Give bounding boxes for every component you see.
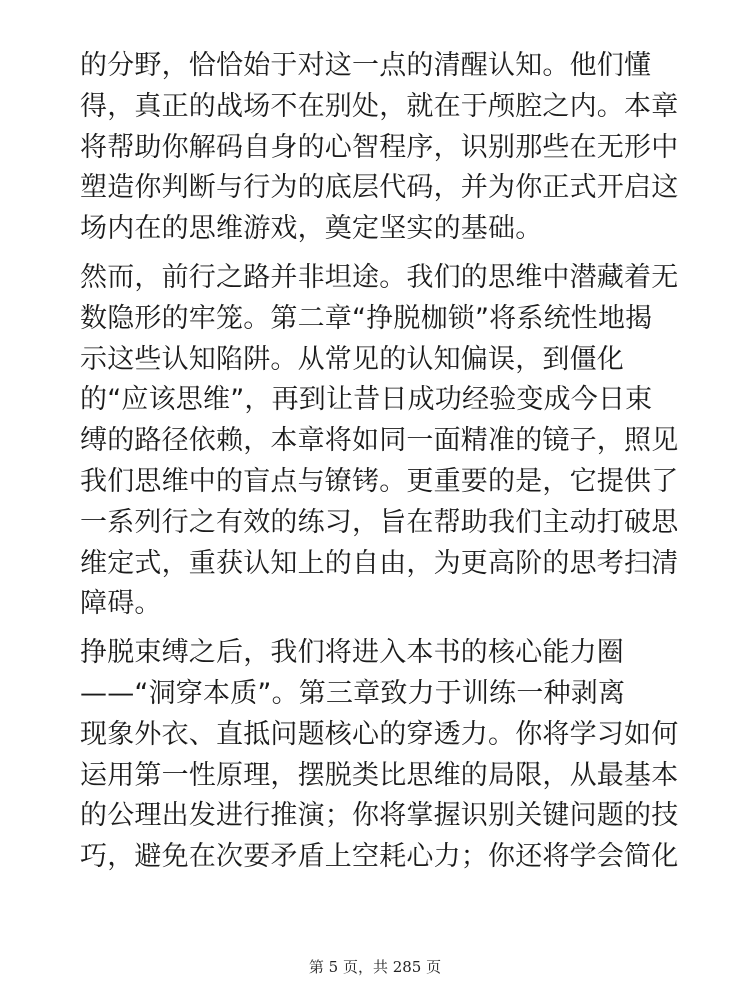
text-line: 场内在的思维游戏，奠定坚实的基础。 (80, 213, 543, 245)
text-line: 数隐形的牢笼。第二章“挣脱枷锁”将系统性地揭 (80, 302, 653, 334)
text-line: 的分野，恰恰始于对这一点的清醒认知。他们懂 (80, 50, 652, 81)
text-line: 维定式，重获认知上的自由，为更高阶的思考扫清 (80, 547, 679, 579)
text-line: 得，真正的战场不在别处，就在于颅腔之内。本章 (80, 90, 679, 122)
text-line: 巧，避免在次要矛盾上空耗心力；你还将学会简化 (80, 841, 679, 873)
text-line: 运用第一性原理，摆脱类比思维的局限，从最基本 (80, 759, 679, 791)
text-line: 我们思维中的盲点与镣铐。更重要的是，它提供了 (80, 465, 679, 497)
text-line: ——“洞穿本质”。第三章致力于训练一种剥离 (80, 677, 626, 709)
text-line: 障碍。 (80, 588, 162, 620)
body-text (80, 46, 680, 886)
paragraph-2 (80, 258, 680, 625)
text-line: 的公理出发进行推演；你将掌握识别关键问题的技 (80, 800, 679, 832)
text-line: 缚的路径依赖，本章将如同一面精准的镜子，照见 (80, 425, 679, 457)
text-line: 的“应该思维”，再到让昔日成功经验变成今日束 (80, 384, 653, 416)
text-line: 然而，前行之路并非坦途。我们的思维中潜藏着无 (80, 261, 679, 293)
text-line: 挣脱束缚之后，我们将进入本书的核心能力圈 (80, 637, 624, 669)
text-line: 现象外衣、直抵问题核心的穿透力。你将学习如何 (80, 718, 679, 750)
paragraph-3 (80, 633, 680, 878)
text-line: 示这些认知陷阱。从常见的认知偏误，到僵化 (80, 343, 624, 375)
text-line: 将帮助你解码自身的心智程序，识别那些在无形中 (80, 131, 679, 163)
text-line: 塑造你判断与行为的底层代码，并为你正式开启这 (80, 172, 679, 204)
paragraph-1 (80, 46, 680, 250)
text-line: 一系列行之有效的练习，旨在帮助我们主动打破思 (80, 506, 679, 538)
page-number: 第 5 页，共 285 页 (308, 958, 442, 976)
